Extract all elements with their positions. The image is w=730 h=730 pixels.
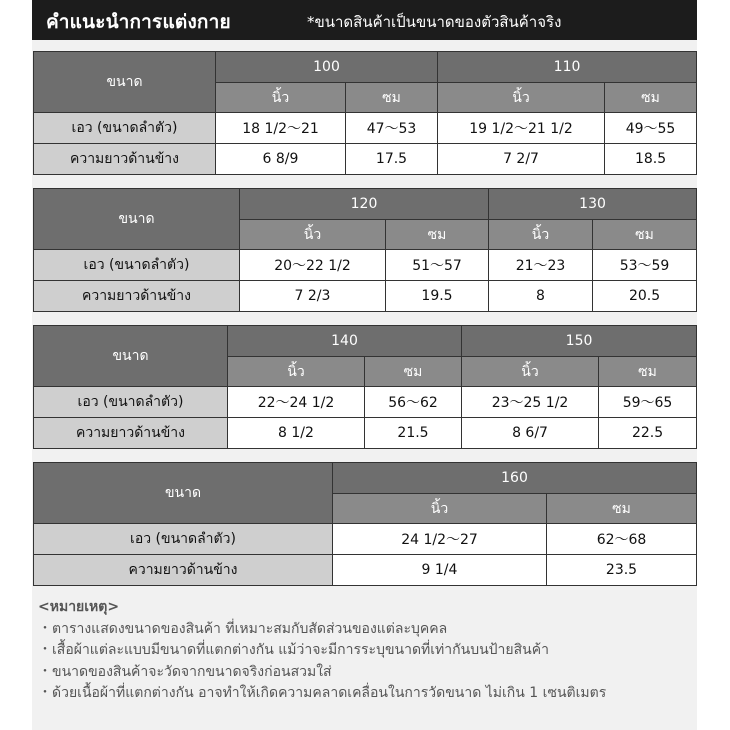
note-item: ・เสื้อผ้าแต่ละแบบมีขนาดที่แตกต่างกัน แม้ว่าจะมีการระบุขนาดที่เท่ากันบนป้ายสินค้า (38, 642, 549, 658)
waist-cm-cell: 51～57 (386, 250, 489, 281)
waist-cm-cell: 62～68 (547, 524, 697, 555)
side-inch-cell: 7 2/7 (438, 144, 605, 175)
size-header: 100 (216, 52, 438, 83)
side-cm-cell: 22.5 (599, 418, 697, 449)
waist-cm-cell: 59～65 (599, 387, 697, 418)
cm-header: ซม (365, 357, 462, 387)
waist-inch-cell: 18 1/2～21 (216, 113, 346, 144)
waist-cm-cell: 49～55 (605, 113, 697, 144)
size-table-1 (33, 51, 697, 175)
waist-label: เอว (ขนาดลำตัว) (34, 250, 240, 281)
size-header: 130 (489, 189, 697, 220)
waist-cm-cell: 47～53 (346, 113, 438, 144)
waist-inch-cell: 20～22 1/2 (240, 250, 386, 281)
side-cm-cell: 19.5 (386, 281, 489, 312)
side-cm-cell: 23.5 (547, 555, 697, 586)
side-inch-cell: 6 8/9 (216, 144, 346, 175)
size-table-4 (33, 462, 697, 586)
waist-inch-cell: 21～23 (489, 250, 593, 281)
size-header: 110 (438, 52, 697, 83)
side-inch-cell: 8 6/7 (462, 418, 599, 449)
inch-header: นิ้ว (216, 83, 346, 113)
note-item: ・ขนาดของสินค้าจะวัดจากขนาดจริงก่อนสวมใส่ (38, 663, 332, 680)
size-label: ขนาด (34, 326, 228, 387)
cm-header: ซม (605, 83, 697, 113)
size-table-2 (33, 188, 697, 312)
waist-cm-cell: 53～59 (593, 250, 697, 281)
waist-inch-cell: 19 1/2～21 1/2 (438, 113, 605, 144)
side-cm-cell: 17.5 (346, 144, 438, 175)
waist-label: เอว (ขนาดลำตัว) (34, 387, 228, 418)
side-inch-cell: 7 2/3 (240, 281, 386, 312)
notes-title: <หมายเหตุ> (38, 599, 120, 615)
size-label: ขนาด (34, 463, 333, 524)
cm-header: ซม (386, 220, 489, 250)
size-label: ขนาด (34, 52, 216, 113)
size-header: 150 (462, 326, 697, 357)
size-header: 160 (333, 463, 697, 494)
size-header: 140 (228, 326, 462, 357)
side-cm-cell: 21.5 (365, 418, 462, 449)
cm-header: ซม (599, 357, 697, 387)
waist-inch-cell: 24 1/2～27 (333, 524, 547, 555)
side-length-label: ความยาวด้านข้าง (34, 555, 333, 586)
cm-header: ซม (346, 83, 438, 113)
size-label: ขนาด (34, 189, 240, 250)
size-table-3 (33, 325, 697, 449)
note-item: ・ด้วยเนื้อผ้าที่แตกต่างกัน อาจทำให้เกิดความคลาดเคลื่อนในการวัดขนาด ไม่เกิน 1 เซนติเมตร (38, 685, 607, 701)
side-cm-cell: 20.5 (593, 281, 697, 312)
side-inch-cell: 8 1/2 (228, 418, 365, 449)
side-length-label: ความยาวด้านข้าง (34, 281, 240, 312)
notes-section (38, 597, 693, 705)
note-item: ・ตารางแสดงขนาดของสินค้า ที่เหมาะสมกับสัดส่วนของแต่ละบุคคล (38, 620, 448, 637)
inch-header: นิ้ว (438, 83, 605, 113)
side-length-label: ความยาวด้านข้าง (34, 144, 216, 175)
side-cm-cell: 18.5 (605, 144, 697, 175)
inch-header: นิ้ว (228, 357, 365, 387)
inch-header: นิ้ว (240, 220, 386, 250)
waist-inch-cell: 23～25 1/2 (462, 387, 599, 418)
inch-header: นิ้ว (462, 357, 599, 387)
waist-label: เอว (ขนาดลำตัว) (34, 524, 333, 555)
waist-cm-cell: 56～62 (365, 387, 462, 418)
page-title: คำแนะนำการแต่งกาย (46, 11, 231, 33)
header-bar (32, 0, 697, 40)
cm-header: ซม (547, 494, 697, 524)
size-header: 120 (240, 189, 489, 220)
waist-inch-cell: 22～24 1/2 (228, 387, 365, 418)
inch-header: นิ้ว (489, 220, 593, 250)
side-inch-cell: 9 1/4 (333, 555, 547, 586)
side-length-label: ความยาวด้านข้าง (34, 418, 228, 449)
waist-label: เอว (ขนาดลำตัว) (34, 113, 216, 144)
side-inch-cell: 8 (489, 281, 593, 312)
inch-header: นิ้ว (333, 494, 547, 524)
page-subtitle: *ขนาดสินค้าเป็นขนาดของตัวสินค้าจริง (307, 13, 562, 31)
cm-header: ซม (593, 220, 697, 250)
